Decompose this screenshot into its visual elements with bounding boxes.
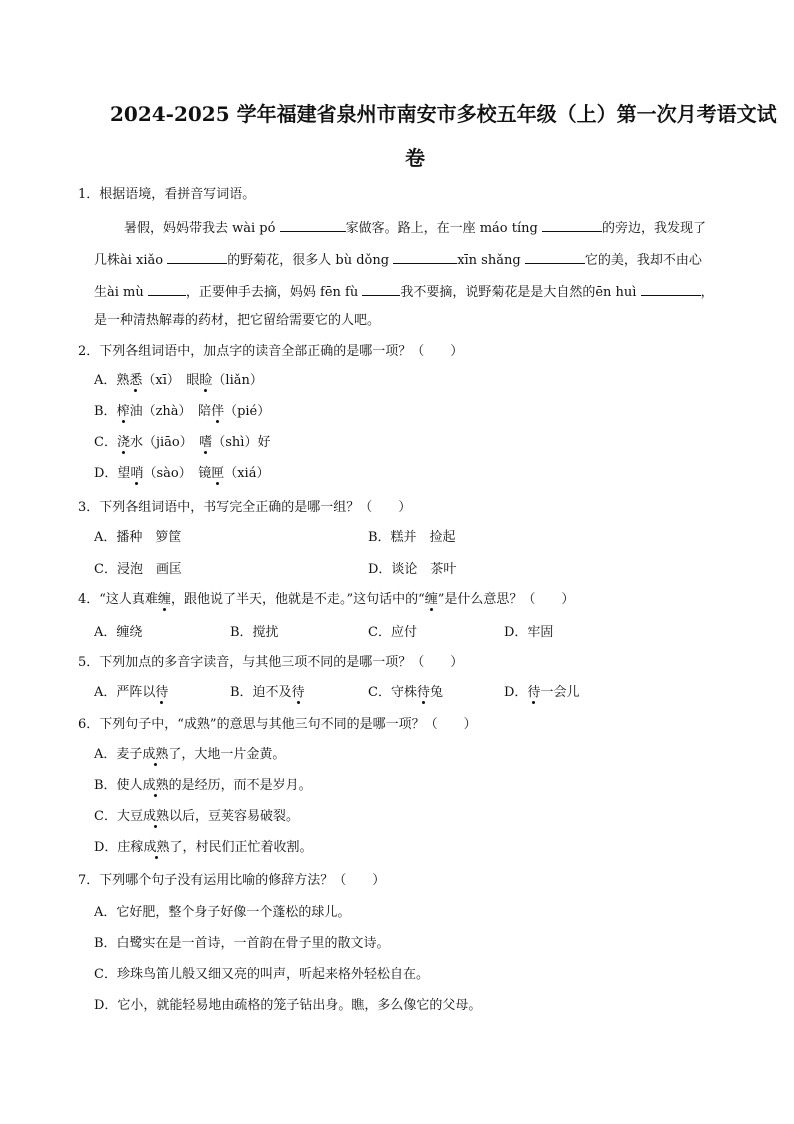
q2-option-c xyxy=(94,436,270,449)
option-text: A．严阵以 xyxy=(94,685,156,700)
option-text: 油（zhà） 陪 xyxy=(129,404,212,419)
q1-text: ，正要伸手去摘，妈妈 fēn fù xyxy=(185,285,363,300)
dotted-char: 缠 xyxy=(157,592,171,607)
q2-option-d xyxy=(94,467,269,480)
answer-blank xyxy=(393,251,457,264)
q6-stem: 6．下列句子中，“成熟”的意思与其他三句不同的是哪一项？（ ） xyxy=(78,717,477,732)
exam-title-line1: 2024-2025 学年福建省泉州市南安市多校五年级（上）第一次月考语文试 xyxy=(110,102,777,126)
dotted-char: 浇 xyxy=(116,435,130,450)
stem-text: ，跟他说了半天，他就是不走。”这句话中的“ xyxy=(170,592,425,607)
option-text: D． xyxy=(504,685,528,700)
answer-blank xyxy=(280,219,346,232)
answer-blank xyxy=(525,251,585,264)
option-text: C． xyxy=(94,435,117,450)
q3-option-d: D．谈论 茶叶 xyxy=(368,562,457,577)
option-text: 的是经历，而不是岁月。 xyxy=(168,778,312,793)
option-text: （xī） 眼 xyxy=(142,373,200,388)
dotted-char: 哨 xyxy=(130,466,144,481)
exam-title-line2: 卷 xyxy=(405,146,425,170)
q7-option-b: B．白鹭实在是一首诗，一首韵在骨子里的散文诗。 xyxy=(94,936,390,951)
option-text: B． xyxy=(94,404,117,419)
q6-option-b xyxy=(94,779,312,792)
dotted-word: 成熟 xyxy=(142,778,169,793)
q4-option-a: A．缠绕 xyxy=(94,625,143,640)
q4-option-c: C．应付 xyxy=(368,625,417,640)
q7-stem: 7．下列哪个句子没有运用比喻的修辞方法？（ ） xyxy=(78,873,386,888)
option-text: B．使人 xyxy=(94,778,143,793)
option-text: （sào） 镜 xyxy=(143,466,212,481)
dotted-char: 悉 xyxy=(129,373,143,388)
q2-option-a xyxy=(94,374,263,387)
option-text: D．望 xyxy=(94,466,131,481)
q1-text: xīn shǎng xyxy=(457,253,525,268)
option-text: C．大豆 xyxy=(94,809,143,824)
q7-option-c: C．珍珠鸟笛儿般又细又亮的叫声，听起来格外轻松自在。 xyxy=(94,967,429,982)
q7-option-a: A．它好肥，整个身子好像一个蓬松的球儿。 xyxy=(94,905,351,920)
q1-text: 暑假，妈妈带我去 wài pó xyxy=(124,221,280,236)
option-text: 以后，豆荚容易破裂。 xyxy=(168,809,299,824)
answer-blank xyxy=(542,219,602,232)
q5-option-c xyxy=(368,686,443,699)
q1-text: 家做客。路上，在一座 máo tíng xyxy=(345,221,542,236)
dotted-char: 缠 xyxy=(424,592,438,607)
dotted-char: 睑 xyxy=(199,373,213,388)
q1-text: ， xyxy=(700,285,714,300)
option-text: 了，村民们正忙着收割。 xyxy=(169,840,313,855)
q7-option-d: D．它小，就能轻易地由疏格的笼子钻出身。瞧，多么像它的父母。 xyxy=(94,998,482,1013)
option-text: （pié） xyxy=(224,404,271,419)
dotted-char: 待 xyxy=(416,685,430,700)
q5-option-b xyxy=(230,686,305,699)
q4-option-d: D．牢固 xyxy=(504,625,554,640)
q2-stem: 2．下列各组词语中，加点字的读音全部正确的是哪一项？（ ） xyxy=(78,344,464,359)
q6-option-d xyxy=(94,841,312,854)
q3-option-c: C．浸泡 画匡 xyxy=(94,562,182,577)
dotted-word: 成熟 xyxy=(142,809,169,824)
answer-blank xyxy=(362,283,400,296)
dotted-char: 嗜 xyxy=(199,435,213,450)
option-text: 了，大地一片金黄。 xyxy=(168,747,286,762)
q1-text: 生ài mù xyxy=(94,285,148,300)
q4-option-b: B．搅扰 xyxy=(230,625,279,640)
q1-text: 的旁边，我发现了 xyxy=(601,221,706,236)
option-text: A．熟 xyxy=(94,373,130,388)
q1-passage-line3 xyxy=(94,283,714,299)
option-text: （xiá） xyxy=(224,466,270,481)
dotted-char: 匣 xyxy=(211,466,225,481)
q3-stem: 3．下列各组词语中，书写完全正确的是哪一组？（ ） xyxy=(78,500,412,515)
answer-blank xyxy=(148,283,186,296)
q1-passage-line2 xyxy=(94,251,702,267)
q1-text: 它的美，我却不由心 xyxy=(584,253,702,268)
stem-text: ”是什么意思？（ ） xyxy=(437,592,575,607)
q1-text: 几株ài xiǎo xyxy=(94,253,168,268)
option-text: 兔 xyxy=(429,685,443,700)
answer-blank xyxy=(167,251,227,264)
dotted-char: 伴 xyxy=(211,404,225,419)
dotted-word: 成熟 xyxy=(143,840,170,855)
dotted-word: 成熟 xyxy=(142,747,169,762)
q5-option-a xyxy=(94,686,168,699)
stem-text: 4．“这人真难 xyxy=(78,592,158,607)
q1-stem: 1．根据语境，看拼音写词语。 xyxy=(78,187,256,202)
q6-option-c xyxy=(94,810,299,823)
q4-stem xyxy=(78,593,574,606)
dotted-char: 榨 xyxy=(116,404,130,419)
option-text: C．守株 xyxy=(368,685,417,700)
q6-option-a xyxy=(94,748,285,761)
dotted-char: 待 xyxy=(155,685,169,700)
q5-stem: 5．下列加点的多音字读音，与其他三项不同的是哪一项？（ ） xyxy=(78,655,464,670)
option-text: （shì）好 xyxy=(212,435,271,450)
answer-blank xyxy=(641,283,701,296)
option-text: A．麦子 xyxy=(94,747,143,762)
option-text: 一会儿 xyxy=(540,685,580,700)
dotted-char: 待 xyxy=(527,685,541,700)
q1-passage-line1 xyxy=(124,219,706,235)
option-text: D．庄稼 xyxy=(94,840,144,855)
q5-option-d xyxy=(504,686,579,699)
q1-text: 我不要摘，说野菊花是是大自然的ēn huì xyxy=(400,285,641,300)
dotted-char: 待 xyxy=(291,685,305,700)
q2-option-b xyxy=(94,405,270,418)
option-text: B．迫不及 xyxy=(230,685,292,700)
q1-passage-line4: 是一种清热解毒的药材，把它留给需要它的人吧。 xyxy=(94,313,381,328)
q3-option-b: B．糕并 捡起 xyxy=(368,530,456,545)
option-text: （liǎn） xyxy=(212,373,263,388)
q3-option-a: A．播种 箩筐 xyxy=(94,530,182,545)
q1-text: 的野菊花，很多人 bù dǒng xyxy=(227,253,394,268)
option-text: 水（jiāo） xyxy=(129,435,200,450)
